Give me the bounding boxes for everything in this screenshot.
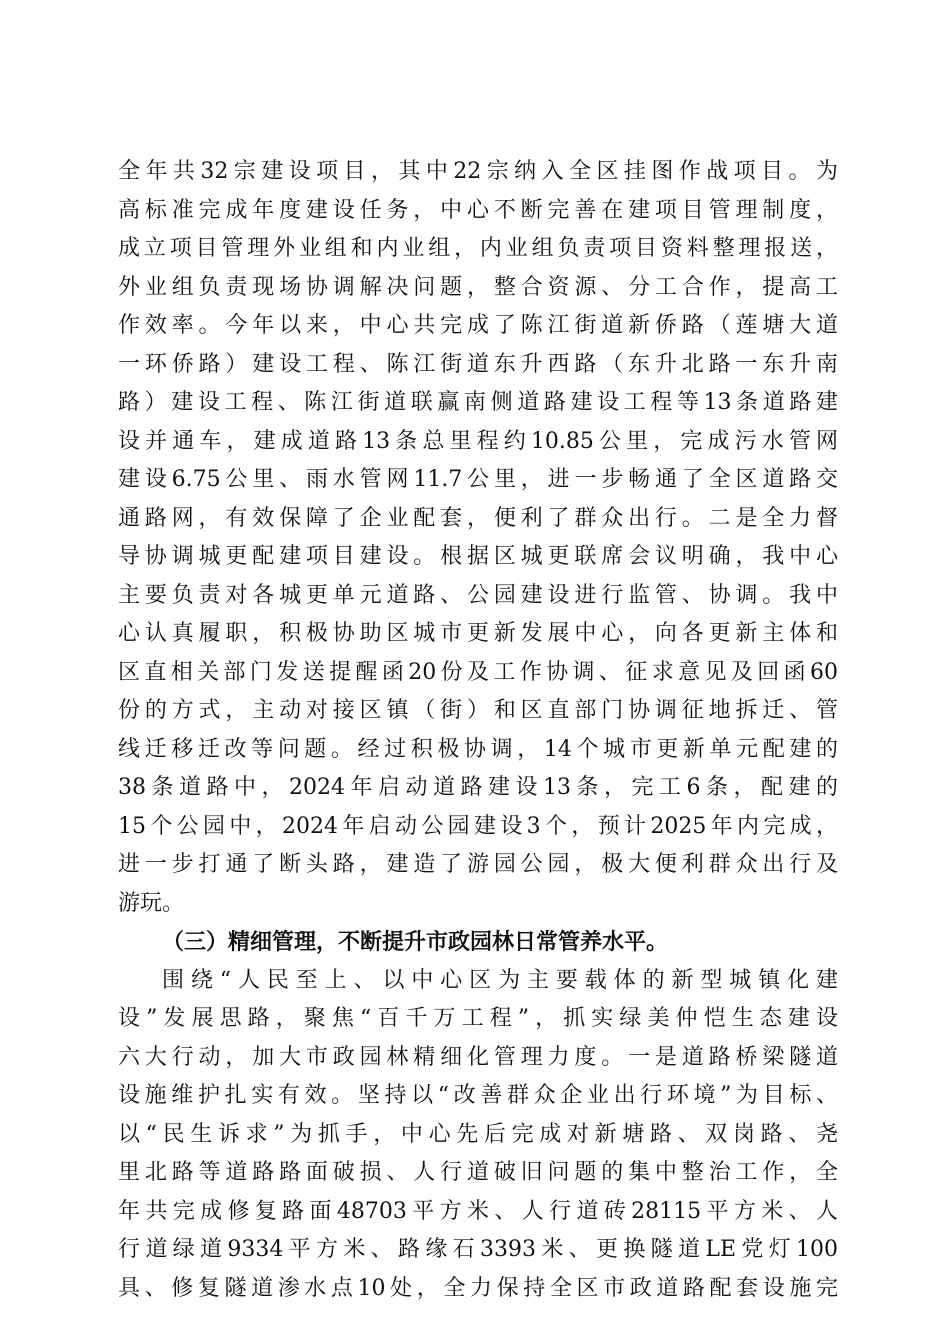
body-line: 作效率。今年以来，中心共完成了陈江街道新侨路（莲塘大道 — [118, 313, 838, 338]
body-line: 主要负责对各城更单元道路、公园建设进行监管、协调。我中 — [118, 582, 838, 608]
body-line: 外业组负责现场协调解决问题，整合资源、分工合作，提高工 — [118, 274, 838, 300]
body-line: 一环侨路）建设工程、陈江街道东升西路（东升北路一东升南 — [118, 351, 838, 377]
document-body — [118, 153, 838, 1308]
body-line: 建设6.75公里、雨水管网11.7公里，进一步畅通了全区道路交 — [118, 467, 838, 492]
body-line: 区直相关部门发送提醒函20份及工作协调、征求意见及回函60 — [118, 659, 838, 685]
body-line: 份的方式，主动对接区镇（街）和区直部门协调征地拆迁、管 — [118, 698, 838, 723]
body-line: 导协调城更配建项目建设。根据区城更联席会议明确，我中心 — [118, 544, 838, 569]
body-line: 通路网，有效保障了企业配套，便利了群众出行。二是全力督 — [118, 505, 838, 531]
body-line: 年共完成修复路面48703平方米、人行道砖28115平方米、人 — [118, 1198, 838, 1224]
body-line: 心认真履职，积极协助区城市更新发展中心，向各更新主体和 — [118, 621, 838, 646]
body-line: 里北路等道路路面破损、人行道破旧问题的集中整治工作，全 — [118, 1160, 838, 1185]
body-line: 以“民生诉求”为抓手，中心先后完成对新塘路、双岗路、尧 — [118, 1121, 838, 1147]
body-line: 38条道路中，2024年启动道路建设13条，完工6条，配建的 — [118, 775, 838, 800]
body-line: 高标准完成年度建设任务，中心不断完善在建项目管理制度， — [118, 197, 838, 223]
body-line: 六大行动，加大市政园林精细化管理力度。一是道路桥梁隧道 — [118, 1044, 838, 1070]
body-line: 成立项目管理外业组和内业组，内业组负责项目资料整理报送， — [118, 236, 838, 261]
body-line: 设并通车，建成道路13条总里程约10.85公里，完成污水管网 — [118, 428, 838, 454]
body-line: 设”发展思路，聚焦“百千万工程”，抓实绿美仲恺生态建设 — [118, 1006, 838, 1031]
body-line: 全年共32宗建设项目，其中22宗纳入全区挂图作战项目。为 — [118, 159, 838, 184]
body-line: 围绕“人民至上、以中心区为主要载体的新型城镇化建 — [162, 967, 838, 993]
body-line: 具、修复隧道渗水点10处，全力保持全区市政道路配套设施完 — [118, 1275, 838, 1301]
body-line: 路）建设工程、陈江街道联赢南侧道路建设工程等13条道路建 — [118, 390, 838, 415]
body-line: 15个公园中，2024年启动公园建设3个，预计2025年内完成， — [118, 813, 838, 839]
body-line: 进一步打通了断头路，建造了游园公园，极大便利群众出行及 — [118, 852, 838, 877]
body-line: 设施维护扎实有效。坚持以“改善群众企业出行环境”为目标、 — [118, 1083, 838, 1108]
body-line: 游玩。 — [118, 890, 185, 916]
body-line: 线迁移迁改等问题。经过积极协调，14个城市更新单元配建的 — [118, 736, 838, 762]
section-heading: （三）精细管理，不断提升市政园林日常管养水平。 — [162, 929, 669, 955]
body-line: 行道绿道9334平方米、路缘石3393米、更换隧道LE党灯100 — [118, 1237, 838, 1262]
